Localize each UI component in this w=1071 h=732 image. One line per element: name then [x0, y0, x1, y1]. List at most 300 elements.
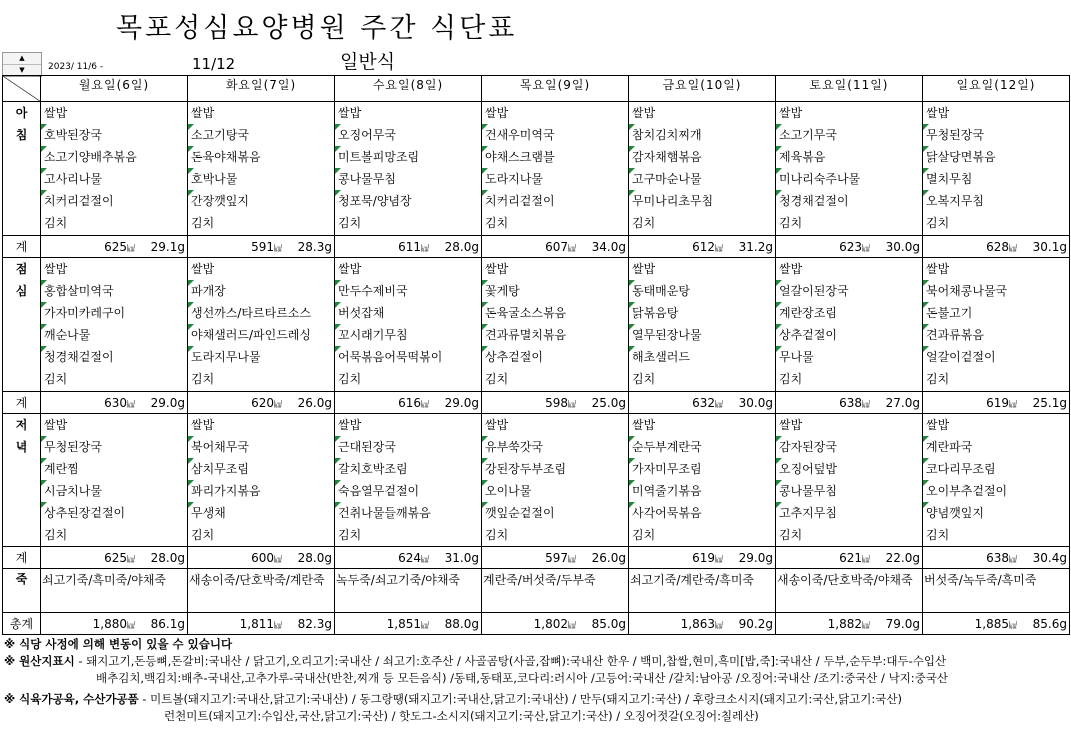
nutrition-cell	[41, 547, 188, 569]
menu-item: 버섯잡채	[335, 302, 481, 324]
menu-table	[2, 75, 1070, 635]
kcal-unit: ㎉	[421, 554, 429, 564]
menu-item: 김치	[926, 528, 950, 542]
porridge-item: 새송이죽/단호박죽/야채죽	[777, 573, 913, 587]
protein-value: 85.0g	[591, 616, 626, 631]
porridge-item: 녹두죽/쇠고기죽/야채죽	[336, 573, 461, 587]
nutrition-cell	[188, 236, 335, 258]
menu-item: 김치	[926, 372, 950, 386]
kcal-unit: ㎉	[127, 620, 135, 630]
protein-value: 30.0g	[738, 395, 773, 410]
menu-item: 무청된장국	[41, 436, 187, 458]
protein-value: 29.0g	[444, 395, 479, 410]
kcal-value: 619	[692, 550, 715, 565]
processed-label: ※ 식육가공육, 수산가공품	[4, 692, 139, 706]
menu-item: 닭볶음탕	[629, 302, 775, 324]
meal-label-char: 침	[15, 128, 28, 142]
start-date: 2023/ 11/6 -	[48, 62, 104, 72]
menu-item: 김치	[779, 216, 803, 230]
menu-item: 쌀밥	[632, 418, 656, 432]
menu-item: 감자된장국	[776, 436, 922, 458]
kcal-unit: ㎉	[421, 620, 429, 630]
menu-cell	[482, 102, 629, 236]
menu-item: 김치	[191, 528, 215, 542]
menu-item: 미트볼피망조림	[335, 146, 481, 168]
protein-value: 90.2g	[738, 616, 773, 631]
menu-cell	[923, 414, 1070, 547]
nutrition-cell	[41, 613, 188, 635]
protein-value: 28.0g	[150, 550, 185, 565]
menu-item: 건취나물들깨볶음	[335, 502, 481, 524]
protein-value: 28.3g	[297, 239, 332, 254]
kcal-value: 625	[104, 550, 127, 565]
kcal-unit: ㎉	[127, 243, 135, 253]
menu-item: 김치	[632, 216, 656, 230]
menu-item: 김치	[338, 372, 362, 386]
porridge-label: 죽	[3, 569, 41, 613]
origin-line-1: - 돼지고기,돈등뼈,돈갈비:국내산 / 닭고기,오리고기:국내산 / 쇠고기:호주산 / 사골곰탕(사골,잡뼈):국내산 한우 / 백미,찹쌀,현미,흑미[밥,죽]:국내산 / 두부,순두부:대두-수입산	[74, 654, 947, 668]
nutrition-cell	[629, 547, 776, 569]
menu-item: 김치	[632, 372, 656, 386]
menu-item: 김치	[44, 372, 68, 386]
nutrition-cell	[188, 392, 335, 414]
menu-item: 무생채	[188, 502, 334, 524]
kcal-value: 1,863	[680, 616, 715, 631]
menu-item: 쌀밥	[485, 106, 509, 120]
porridge-cell	[923, 569, 1070, 613]
nutrition-cell	[188, 613, 335, 635]
protein-value: 25.1g	[1032, 395, 1067, 410]
kcal-value: 638	[986, 550, 1009, 565]
porridge-cell	[41, 569, 188, 613]
menu-item: 가자미카레구이	[41, 302, 187, 324]
nutrition-cell	[482, 392, 629, 414]
porridge-item: 쇠고기죽/계란죽/흑미죽	[630, 573, 755, 587]
menu-item: 김치	[485, 216, 509, 230]
protein-value: 26.0g	[591, 550, 626, 565]
kcal-unit: ㎉	[862, 620, 870, 630]
menu-item: 오징어덮밥	[776, 458, 922, 480]
menu-item: 갈치호박조림	[335, 458, 481, 480]
protein-value: 29.1g	[150, 239, 185, 254]
menu-cell	[41, 102, 188, 236]
menu-item: 김치	[632, 528, 656, 542]
menu-item: 쌀밥	[191, 106, 215, 120]
nutrition-cell	[482, 236, 629, 258]
kcal-value: 600	[251, 550, 274, 565]
protein-value: 30.1g	[1032, 239, 1067, 254]
kcal-value: 611	[398, 239, 421, 254]
menu-cell	[482, 414, 629, 547]
menu-item: 콩나물무침	[335, 168, 481, 190]
porridge-cell	[188, 569, 335, 613]
menu-item: 쌀밥	[44, 262, 68, 276]
menu-item: 건새우미역국	[482, 124, 628, 146]
menu-item: 견과류볶음	[923, 324, 1069, 346]
menu-item: 호박된장국	[41, 124, 187, 146]
porridge-item: 새송이죽/단호박죽/계란죽	[189, 573, 325, 587]
date-spinner[interactable]	[2, 52, 42, 77]
menu-item: 가자미무조림	[629, 458, 775, 480]
menu-item: 돈육야채볶음	[188, 146, 334, 168]
menu-item: 상추겉절이	[482, 346, 628, 368]
meal-label-char: 심	[15, 284, 28, 298]
kcal-unit: ㎉	[1009, 554, 1017, 564]
kcal-value: 630	[104, 395, 127, 410]
menu-cell	[923, 258, 1070, 392]
menu-item: 쌀밥	[485, 262, 509, 276]
kcal-unit: ㎉	[568, 554, 576, 564]
meal-label-dinner	[3, 414, 41, 547]
subtotal-label: 계	[3, 236, 41, 258]
kcal-value: 632	[692, 395, 715, 410]
kcal-unit: ㎉	[568, 399, 576, 409]
menu-cell	[188, 258, 335, 392]
menu-item: 파개장	[188, 280, 334, 302]
meal-label-breakfast	[3, 102, 41, 236]
protein-value: 86.1g	[150, 616, 185, 631]
kcal-unit: ㎉	[715, 620, 723, 630]
kcal-value: 621	[839, 550, 862, 565]
day-header: 금요일(10일)	[629, 76, 776, 102]
meal-label-lunch	[3, 258, 41, 392]
day-header: 화요일(7일)	[188, 76, 335, 102]
menu-item: 소고기양배추볶음	[41, 146, 187, 168]
kcal-value: 616	[398, 395, 421, 410]
menu-item: 해초샐러드	[629, 346, 775, 368]
menu-item: 청경채겉절이	[41, 346, 187, 368]
kcal-unit: ㎉	[1009, 243, 1017, 253]
kcal-unit: ㎉	[862, 554, 870, 564]
porridge-cell	[776, 569, 923, 613]
meal-label-char: 아	[15, 106, 28, 120]
menu-item: 김치	[44, 528, 68, 542]
day-header: 수요일(8일)	[335, 76, 482, 102]
menu-item: 고구마순나물	[629, 168, 775, 190]
menu-item: 쌀밥	[338, 262, 362, 276]
kcal-unit: ㎉	[715, 554, 723, 564]
protein-value: 26.0g	[297, 395, 332, 410]
kcal-value: 597	[545, 550, 568, 565]
menu-item: 쌀밥	[926, 262, 950, 276]
menu-item: 김치	[779, 528, 803, 542]
origin-line-2: 배추김치,백김치:배추-국내산,고추가루-국내산(반찬,찌개 등 모든음식) /동태,동태포,코다리:러시아 /고등어:국내산 /갈치:남아공 /오징어:국내산 /조기:중국산 / 낙지:중국산	[96, 671, 949, 685]
meal-label-char: 녁	[15, 440, 28, 454]
kcal-value: 625	[104, 239, 127, 254]
protein-value: 85.6g	[1032, 616, 1067, 631]
nutrition-cell	[482, 613, 629, 635]
kcal-unit: ㎉	[715, 399, 723, 409]
menu-item: 사각어묵볶음	[629, 502, 775, 524]
day-header: 토요일(11일)	[776, 76, 923, 102]
menu-cell	[41, 414, 188, 547]
menu-item: 오복지무침	[923, 190, 1069, 212]
menu-cell	[776, 258, 923, 392]
nutrition-cell	[41, 236, 188, 258]
nutrition-cell	[923, 236, 1070, 258]
kcal-value: 628	[986, 239, 1009, 254]
protein-value: 25.0g	[591, 395, 626, 410]
meal-label-char: 점	[15, 262, 28, 276]
menu-cell	[923, 102, 1070, 236]
menu-item: 꼬시래기무침	[335, 324, 481, 346]
nutrition-cell	[923, 547, 1070, 569]
menu-item: 순두부계란국	[629, 436, 775, 458]
menu-cell	[188, 102, 335, 236]
kcal-value: 612	[692, 239, 715, 254]
menu-item: 상추겉절이	[776, 324, 922, 346]
kcal-unit: ㎉	[1009, 620, 1017, 630]
menu-item: 미역줄기볶음	[629, 480, 775, 502]
menu-item: 얼갈이겉절이	[923, 346, 1069, 368]
kcal-value: 1,802	[533, 616, 568, 631]
kcal-value: 1,880	[92, 616, 127, 631]
menu-cell	[335, 102, 482, 236]
menu-item: 양념깻잎지	[923, 502, 1069, 524]
protein-value: 28.0g	[297, 550, 332, 565]
porridge-cell	[482, 569, 629, 613]
menu-item: 청경채겉절이	[776, 190, 922, 212]
menu-item: 어묵볶음어묵떡볶이	[335, 346, 481, 368]
protein-value: 30.4g	[1032, 550, 1067, 565]
menu-item: 쌀밥	[632, 262, 656, 276]
kcal-unit: ㎉	[421, 243, 429, 253]
processed-line-2: 런천미트(돼지고기:수입산,국산,닭고기:국산) / 핫도그-소시지(돼지고기:국산,닭고기:국산) / 오징어젓갈(오징어:칠레산)	[164, 709, 759, 723]
menu-item: 소고기무국	[776, 124, 922, 146]
menu-item: 강된장두부조림	[482, 458, 628, 480]
spin-down-icon[interactable]: ▼	[19, 66, 25, 74]
kcal-unit: ㎉	[862, 399, 870, 409]
menu-item: 오이나물	[482, 480, 628, 502]
menu-item: 돈육굴소스볶음	[482, 302, 628, 324]
protein-value: 31.0g	[444, 550, 479, 565]
menu-item: 치커리겉절이	[41, 190, 187, 212]
nutrition-cell	[335, 236, 482, 258]
porridge-item: 계란죽/버섯죽/두부죽	[483, 573, 596, 587]
menu-item: 근대된장국	[335, 436, 481, 458]
menu-item: 김치	[485, 528, 509, 542]
kcal-unit: ㎉	[568, 620, 576, 630]
kcal-value: 607	[545, 239, 568, 254]
menu-item: 쌀밥	[338, 418, 362, 432]
menu-cell	[776, 414, 923, 547]
subtotal-label: 계	[3, 392, 41, 414]
kcal-unit: ㎉	[274, 243, 282, 253]
menu-item: 고추지무침	[776, 502, 922, 524]
menu-item: 쌀밥	[779, 106, 803, 120]
protein-value: 88.0g	[444, 616, 479, 631]
menu-item: 숙음열무겉절이	[335, 480, 481, 502]
protein-value: 22.0g	[885, 550, 920, 565]
kcal-value: 624	[398, 550, 421, 565]
menu-item: 콩나물무침	[776, 480, 922, 502]
menu-item: 도라지나물	[482, 168, 628, 190]
menu-cell	[482, 258, 629, 392]
kcal-value: 1,811	[239, 616, 274, 631]
kcal-value: 638	[839, 395, 862, 410]
protein-value: 29.0g	[738, 550, 773, 565]
corner-cell	[3, 76, 41, 102]
protein-value: 79.0g	[885, 616, 920, 631]
menu-item: 오이부추겉절이	[923, 480, 1069, 502]
kcal-value: 619	[986, 395, 1009, 410]
menu-item: 김치	[191, 216, 215, 230]
kcal-value: 598	[545, 395, 568, 410]
menu-item: 북어채콩나물국	[923, 280, 1069, 302]
menu-item: 꽃게탕	[482, 280, 628, 302]
kcal-unit: ㎉	[715, 243, 723, 253]
kcal-value: 1,885	[974, 616, 1009, 631]
day-header: 월요일(6일)	[41, 76, 188, 102]
menu-item: 계란찜	[41, 458, 187, 480]
menu-item: 쌀밥	[779, 262, 803, 276]
menu-item: 김치	[779, 372, 803, 386]
menu-item: 오징어무국	[335, 124, 481, 146]
menu-item: 쌀밥	[485, 418, 509, 432]
menu-item: 계란파국	[923, 436, 1069, 458]
menu-item: 제육볶음	[776, 146, 922, 168]
nutrition-cell	[335, 613, 482, 635]
menu-item: 쌀밥	[632, 106, 656, 120]
kcal-unit: ㎉	[862, 243, 870, 253]
kcal-value: 591	[251, 239, 274, 254]
kcal-value: 623	[839, 239, 862, 254]
subtotal-label: 총계	[3, 613, 41, 635]
nutrition-cell	[629, 236, 776, 258]
menu-item: 쌀밥	[191, 262, 215, 276]
menu-item: 무나물	[776, 346, 922, 368]
menu-item: 열무된장나물	[629, 324, 775, 346]
menu-item: 쌀밥	[779, 418, 803, 432]
kcal-value: 1,851	[386, 616, 421, 631]
spin-up-icon[interactable]: ▲	[3, 53, 41, 65]
menu-item: 홍합살미역국	[41, 280, 187, 302]
menu-item: 무미나리초무침	[629, 190, 775, 212]
menu-item: 쌀밥	[44, 106, 68, 120]
menu-item: 생선까스/타르타르소스	[188, 302, 334, 324]
protein-value: 82.3g	[297, 616, 332, 631]
porridge-cell	[335, 569, 482, 613]
subtotal-label: 계	[3, 547, 41, 569]
kcal-value: 1,882	[827, 616, 862, 631]
protein-value: 31.2g	[738, 239, 773, 254]
menu-cell	[335, 258, 482, 392]
menu-item: 김치	[44, 216, 68, 230]
menu-item: 동태매운탕	[629, 280, 775, 302]
protein-value: 30.0g	[885, 239, 920, 254]
protein-value: 27.0g	[885, 395, 920, 410]
menu-item: 김치	[338, 216, 362, 230]
menu-item: 감자채햄볶음	[629, 146, 775, 168]
menu-item: 김치	[338, 528, 362, 542]
notes	[4, 636, 948, 725]
kcal-unit: ㎉	[127, 399, 135, 409]
diet-type: 일반식	[340, 51, 396, 73]
menu-cell	[629, 414, 776, 547]
kcal-unit: ㎉	[1009, 399, 1017, 409]
porridge-item: 버섯죽/녹두죽/흑미죽	[924, 573, 1037, 587]
porridge-item: 쇠고기죽/흑미죽/야채죽	[42, 573, 167, 587]
nutrition-cell	[776, 392, 923, 414]
menu-item: 북어채무국	[188, 436, 334, 458]
menu-item: 야채샐러드/파인드레싱	[188, 324, 334, 346]
menu-item: 코다리무조림	[923, 458, 1069, 480]
menu-item: 도라지무나물	[188, 346, 334, 368]
menu-item: 고사리나물	[41, 168, 187, 190]
processed-line-1: - 미트볼(돼지고기:국내산,닭고기:국내산) / 동그랑땡(돼지고기:국내산,닭고기:국내산) / 만두(돼지고기:국산) / 후랑크소시지(돼지고기:국산,닭고기:국산)	[138, 692, 902, 706]
nutrition-cell	[629, 392, 776, 414]
nutrition-cell	[188, 547, 335, 569]
menu-item: 깨순나물	[41, 324, 187, 346]
nutrition-cell	[482, 547, 629, 569]
kcal-unit: ㎉	[127, 554, 135, 564]
nutrition-cell	[41, 392, 188, 414]
menu-item: 쌀밥	[44, 418, 68, 432]
origin-label: ※ 원산지표시	[4, 654, 75, 668]
menu-item: 쌀밥	[191, 418, 215, 432]
porridge-cell	[629, 569, 776, 613]
menu-item: 쌀밥	[926, 106, 950, 120]
menu-item: 시금치나물	[41, 480, 187, 502]
menu-item: 쌀밥	[338, 106, 362, 120]
end-date: 11/12	[192, 55, 236, 73]
meal-label-char: 저	[15, 418, 28, 432]
menu-item: 소고기탕국	[188, 124, 334, 146]
page-title: 목포성심요양병원 주간 식단표	[116, 13, 518, 44]
menu-item: 청포묵/양념장	[335, 190, 481, 212]
menu-item: 유부쑥갓국	[482, 436, 628, 458]
protein-value: 28.0g	[444, 239, 479, 254]
menu-item: 돈불고기	[923, 302, 1069, 324]
menu-item: 만두수제비국	[335, 280, 481, 302]
menu-item: 김치	[926, 216, 950, 230]
menu-item: 호박나물	[188, 168, 334, 190]
nutrition-cell	[335, 547, 482, 569]
menu-item: 닭살당면볶음	[923, 146, 1069, 168]
menu-item: 견과류멸치볶음	[482, 324, 628, 346]
menu-item: 삼치무조림	[188, 458, 334, 480]
menu-item: 쌀밥	[926, 418, 950, 432]
menu-item: 김치	[485, 372, 509, 386]
protein-value: 29.0g	[150, 395, 185, 410]
menu-item: 치커리겉절이	[482, 190, 628, 212]
kcal-unit: ㎉	[274, 399, 282, 409]
kcal-unit: ㎉	[421, 399, 429, 409]
day-header: 일요일(12일)	[923, 76, 1070, 102]
day-header: 목요일(9일)	[482, 76, 629, 102]
menu-item: 꽈리가지볶음	[188, 480, 334, 502]
menu-item: 미나리숙주나물	[776, 168, 922, 190]
menu-cell	[41, 258, 188, 392]
menu-item: 얼갈이된장국	[776, 280, 922, 302]
notice-line: ※ 식당 사정에 의해 변동이 있을 수 있습니다	[4, 637, 233, 651]
menu-cell	[188, 414, 335, 547]
kcal-unit: ㎉	[274, 554, 282, 564]
menu-cell	[629, 102, 776, 236]
nutrition-cell	[776, 236, 923, 258]
menu-item: 계란장조림	[776, 302, 922, 324]
menu-item: 무청된장국	[923, 124, 1069, 146]
nutrition-cell	[923, 613, 1070, 635]
menu-cell	[629, 258, 776, 392]
nutrition-cell	[629, 613, 776, 635]
nutrition-cell	[776, 613, 923, 635]
menu-item: 참치김치찌개	[629, 124, 775, 146]
nutrition-cell	[923, 392, 1070, 414]
menu-cell	[335, 414, 482, 547]
nutrition-cell	[776, 547, 923, 569]
nutrition-cell	[335, 392, 482, 414]
